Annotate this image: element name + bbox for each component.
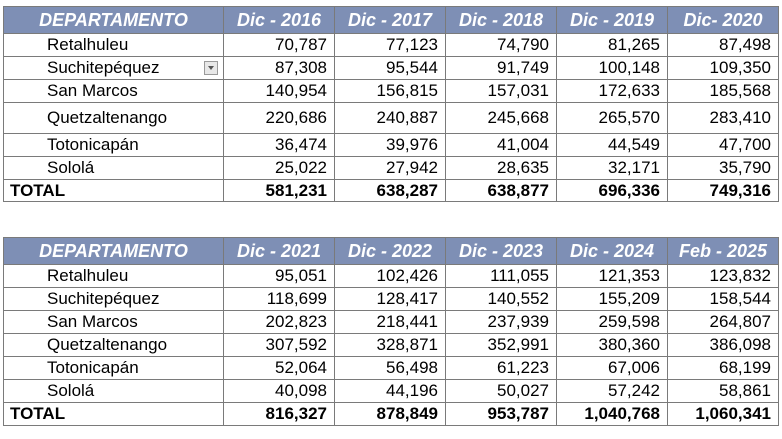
total-value[interactable]: 749,316 [668, 180, 779, 202]
value-cell[interactable]: 52,064 [224, 357, 335, 380]
department-cell[interactable]: Retalhuleu [4, 34, 224, 57]
value-cell[interactable]: 172,633 [557, 80, 668, 103]
header-cell: Dic - 2018 [446, 7, 557, 34]
department-cell[interactable]: Quetzaltenango [4, 103, 224, 134]
table-2016-2020 [3, 6, 779, 202]
total-value[interactable]: 696,336 [557, 180, 668, 202]
table-row [4, 157, 779, 180]
table-row [4, 57, 779, 80]
chevron-down-icon[interactable] [204, 61, 218, 75]
value-cell[interactable]: 58,861 [668, 380, 779, 403]
value-cell[interactable]: 155,209 [557, 288, 668, 311]
value-cell[interactable]: 156,815 [335, 80, 446, 103]
value-cell[interactable]: 27,942 [335, 157, 446, 180]
department-cell[interactable]: Quetzaltenango [4, 334, 224, 357]
value-cell[interactable]: 202,823 [224, 311, 335, 334]
value-cell[interactable]: 41,004 [446, 134, 557, 157]
table-row [4, 103, 779, 134]
value-cell[interactable]: 245,668 [446, 103, 557, 134]
value-cell[interactable]: 386,098 [668, 334, 779, 357]
header-cell: Dic - 2024 [557, 238, 668, 265]
header-cell: Dic - 2016 [224, 7, 335, 34]
value-cell[interactable]: 91,749 [446, 57, 557, 80]
table-row [4, 380, 779, 403]
header-row [4, 238, 779, 265]
table-2021-2025 [3, 237, 779, 426]
value-cell[interactable]: 39,976 [335, 134, 446, 157]
value-cell[interactable]: 307,592 [224, 334, 335, 357]
header-cell: Dic - 2022 [335, 238, 446, 265]
value-cell[interactable]: 140,552 [446, 288, 557, 311]
value-cell[interactable]: 70,787 [224, 34, 335, 57]
header-cell: Dic - 2021 [224, 238, 335, 265]
value-cell[interactable]: 128,417 [335, 288, 446, 311]
department-cell[interactable]: Retalhuleu [4, 265, 224, 288]
value-cell[interactable]: 328,871 [335, 334, 446, 357]
department-cell[interactable]: Sololá [4, 380, 224, 403]
table-row [4, 134, 779, 157]
value-cell[interactable]: 123,832 [668, 265, 779, 288]
total-value[interactable]: 878,849 [335, 403, 446, 426]
total-value[interactable]: 1,040,768 [557, 403, 668, 426]
value-cell[interactable]: 68,199 [668, 357, 779, 380]
value-cell[interactable]: 40,098 [224, 380, 335, 403]
value-cell[interactable]: 47,700 [668, 134, 779, 157]
header-cell: Dic - 2019 [557, 7, 668, 34]
value-cell[interactable]: 158,544 [668, 288, 779, 311]
value-cell[interactable]: 81,265 [557, 34, 668, 57]
value-cell[interactable]: 111,055 [446, 265, 557, 288]
value-cell[interactable]: 283,410 [668, 103, 779, 134]
total-row [4, 403, 779, 426]
header-cell: Dic- 2020 [668, 7, 779, 34]
value-cell[interactable]: 35,790 [668, 157, 779, 180]
value-cell[interactable]: 87,308 [224, 57, 335, 80]
total-label[interactable]: TOTAL [4, 403, 224, 426]
department-cell[interactable]: Totonicapán [4, 357, 224, 380]
total-row [4, 180, 779, 202]
department-cell[interactable] [4, 57, 224, 80]
value-cell[interactable]: 220,686 [224, 103, 335, 134]
department-cell[interactable]: Suchitepéquez [4, 288, 224, 311]
total-value[interactable]: 1,060,341 [668, 403, 779, 426]
value-cell[interactable]: 74,790 [446, 34, 557, 57]
value-cell[interactable]: 265,570 [557, 103, 668, 134]
value-cell[interactable]: 185,568 [668, 80, 779, 103]
value-cell[interactable]: 56,498 [335, 357, 446, 380]
value-cell[interactable]: 118,699 [224, 288, 335, 311]
table-row [4, 288, 779, 311]
value-cell[interactable]: 57,242 [557, 380, 668, 403]
value-cell[interactable]: 140,954 [224, 80, 335, 103]
value-cell[interactable]: 87,498 [668, 34, 779, 57]
department-cell[interactable]: San Marcos [4, 311, 224, 334]
value-cell[interactable]: 36,474 [224, 134, 335, 157]
table-row [4, 265, 779, 288]
value-cell[interactable]: 25,022 [224, 157, 335, 180]
table-row [4, 34, 779, 57]
table-row [4, 334, 779, 357]
value-cell[interactable]: 121,353 [557, 265, 668, 288]
value-cell[interactable]: 32,171 [557, 157, 668, 180]
value-cell[interactable]: 259,598 [557, 311, 668, 334]
total-value[interactable]: 638,287 [335, 180, 446, 202]
table-row [4, 311, 779, 334]
table-row [4, 80, 779, 103]
department-cell[interactable]: Totonicapán [4, 134, 224, 157]
value-cell[interactable]: 28,635 [446, 157, 557, 180]
value-cell[interactable]: 380,360 [557, 334, 668, 357]
total-label[interactable]: TOTAL [4, 180, 224, 202]
value-cell[interactable]: 237,939 [446, 311, 557, 334]
header-cell: Dic - 2017 [335, 7, 446, 34]
value-cell[interactable]: 44,549 [557, 134, 668, 157]
header-cell: DEPARTAMENTO [4, 7, 224, 34]
value-cell[interactable]: 352,991 [446, 334, 557, 357]
total-value[interactable]: 816,327 [224, 403, 335, 426]
header-cell: Dic - 2023 [446, 238, 557, 265]
department-label: Suchitepéquez [47, 58, 160, 77]
department-cell[interactable]: Sololá [4, 157, 224, 180]
header-row [4, 7, 779, 34]
value-cell[interactable]: 95,051 [224, 265, 335, 288]
value-cell[interactable]: 240,887 [335, 103, 446, 134]
total-value[interactable]: 953,787 [446, 403, 557, 426]
total-value[interactable]: 638,877 [446, 180, 557, 202]
header-cell: DEPARTAMENTO [4, 238, 224, 265]
value-cell[interactable]: 50,027 [446, 380, 557, 403]
value-cell[interactable]: 77,123 [335, 34, 446, 57]
value-cell[interactable]: 95,544 [335, 57, 446, 80]
value-cell[interactable]: 102,426 [335, 265, 446, 288]
value-cell[interactable]: 157,031 [446, 80, 557, 103]
table-row [4, 357, 779, 380]
value-cell[interactable]: 100,148 [557, 57, 668, 80]
value-cell[interactable]: 264,807 [668, 311, 779, 334]
value-cell[interactable]: 61,223 [446, 357, 557, 380]
value-cell[interactable]: 44,196 [335, 380, 446, 403]
department-cell[interactable]: San Marcos [4, 80, 224, 103]
total-value[interactable]: 581,231 [224, 180, 335, 202]
value-cell[interactable]: 109,350 [668, 57, 779, 80]
header-cell: Feb - 2025 [668, 238, 779, 265]
value-cell[interactable]: 218,441 [335, 311, 446, 334]
value-cell[interactable]: 67,006 [557, 357, 668, 380]
